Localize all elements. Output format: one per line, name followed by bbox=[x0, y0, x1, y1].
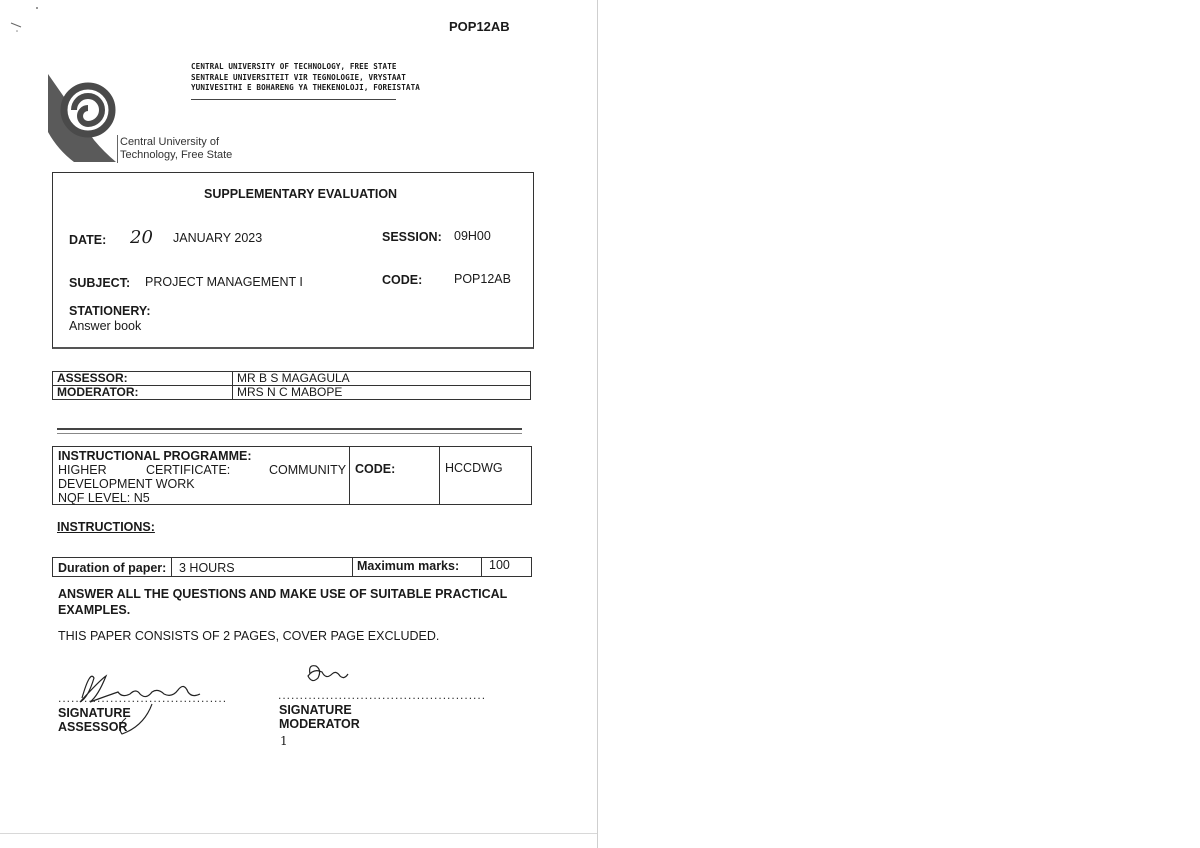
table-row bbox=[53, 372, 531, 386]
logo-text-line1: Central University of bbox=[120, 136, 220, 148]
assessor-role-label: ASSESSOR bbox=[58, 720, 128, 734]
university-name-sesotho: YUNIVESITHI E BOHARENG YA THEKENOLOJI, FOREISTATA bbox=[191, 83, 420, 92]
duration-value: 3 HOURS bbox=[179, 561, 235, 575]
programme-word-certificate: CERTIFICATE: bbox=[146, 463, 231, 477]
date-label: DATE: bbox=[69, 233, 107, 247]
moderator-role-label: MODERATOR bbox=[279, 717, 360, 731]
duration-label: Duration of paper: bbox=[58, 561, 167, 575]
scan-marks bbox=[5, 5, 45, 35]
table-row bbox=[53, 386, 531, 400]
university-rule bbox=[191, 99, 396, 100]
instruction-answer-all: ANSWER ALL THE QUESTIONS AND MAKE USE OF SUITABLE PRACTICAL EXAMPLES. bbox=[58, 587, 508, 617]
paper-code-header: POP12AB bbox=[449, 19, 510, 34]
evaluation-title: SUPPLEMENTARY EVALUATION bbox=[204, 187, 398, 201]
session-value: 09H00 bbox=[454, 229, 491, 243]
logo-divider bbox=[117, 135, 118, 163]
max-marks-value: 100 bbox=[489, 558, 510, 572]
date-day-handwritten: 20 bbox=[130, 227, 153, 248]
programme-label: INSTRUCTIONAL PROGRAMME: bbox=[58, 449, 252, 463]
duration-divider bbox=[352, 558, 353, 576]
programme-divider bbox=[349, 446, 350, 504]
code-value: POP12AB bbox=[454, 272, 511, 286]
programme-word-higher: HIGHER bbox=[58, 463, 107, 477]
programme-word-community: COMMUNITY bbox=[269, 463, 347, 477]
university-name-afrikaans: SENTRALE UNIVERSITEIT VIR TEGNOLOGIE, VRYSTAAT bbox=[191, 72, 406, 82]
moderator-signature-icon bbox=[300, 662, 360, 688]
programme-divider bbox=[439, 446, 440, 504]
programme-code-value: HCCDWG bbox=[445, 461, 503, 475]
logo-wordmark bbox=[120, 136, 232, 162]
cut-logo-icon bbox=[44, 72, 124, 164]
university-name-block bbox=[191, 62, 420, 94]
moderator-signature-line: ................................................ bbox=[278, 688, 487, 702]
moderator-signature-label: SIGNATURE bbox=[279, 703, 352, 717]
instructions-heading: INSTRUCTIONS: bbox=[57, 520, 155, 534]
subject-value: PROJECT MANAGEMENT I bbox=[145, 275, 303, 289]
instruction-page-count: THIS PAPER CONSISTS OF 2 PAGES, COVER PAGE EXCLUDED. bbox=[58, 629, 440, 643]
staff-table bbox=[52, 371, 531, 400]
assessor-label: ASSESSOR: bbox=[53, 372, 233, 386]
page-edge bbox=[597, 0, 598, 848]
moderator-value: MRS N C MABOPE bbox=[233, 386, 531, 400]
logo-text-line2: Technology, Free State bbox=[120, 149, 233, 161]
duration-box bbox=[52, 557, 532, 577]
code-label: CODE: bbox=[382, 273, 423, 287]
section-divider bbox=[57, 428, 522, 434]
programme-line2: DEVELOPMENT WORK bbox=[58, 477, 195, 491]
subject-label: SUBJECT: bbox=[69, 276, 131, 290]
nqf-level: NQF LEVEL: N5 bbox=[58, 491, 150, 505]
assessor-signature-line: ....................................... bbox=[58, 691, 228, 705]
duration-divider bbox=[171, 558, 172, 576]
university-name-english: CENTRAL UNIVERSITY OF TECHNOLOGY, FREE STATE bbox=[191, 62, 397, 71]
date-month-year: JANUARY 2023 bbox=[173, 231, 263, 245]
programme-code-label: CODE: bbox=[355, 462, 396, 476]
page-bottom-edge bbox=[0, 833, 597, 834]
page-number: 1 bbox=[280, 734, 288, 748]
stationery-value: Answer book bbox=[69, 319, 142, 333]
assessor-value: MR B S MAGAGULA bbox=[233, 372, 531, 386]
session-label: SESSION: bbox=[382, 230, 442, 244]
stationery-label: STATIONERY: bbox=[69, 304, 151, 318]
max-marks-label: Maximum marks: bbox=[357, 559, 460, 573]
duration-divider bbox=[481, 558, 482, 576]
assessor-signature-label: SIGNATURE bbox=[58, 706, 131, 720]
moderator-label: MODERATOR: bbox=[53, 386, 233, 400]
